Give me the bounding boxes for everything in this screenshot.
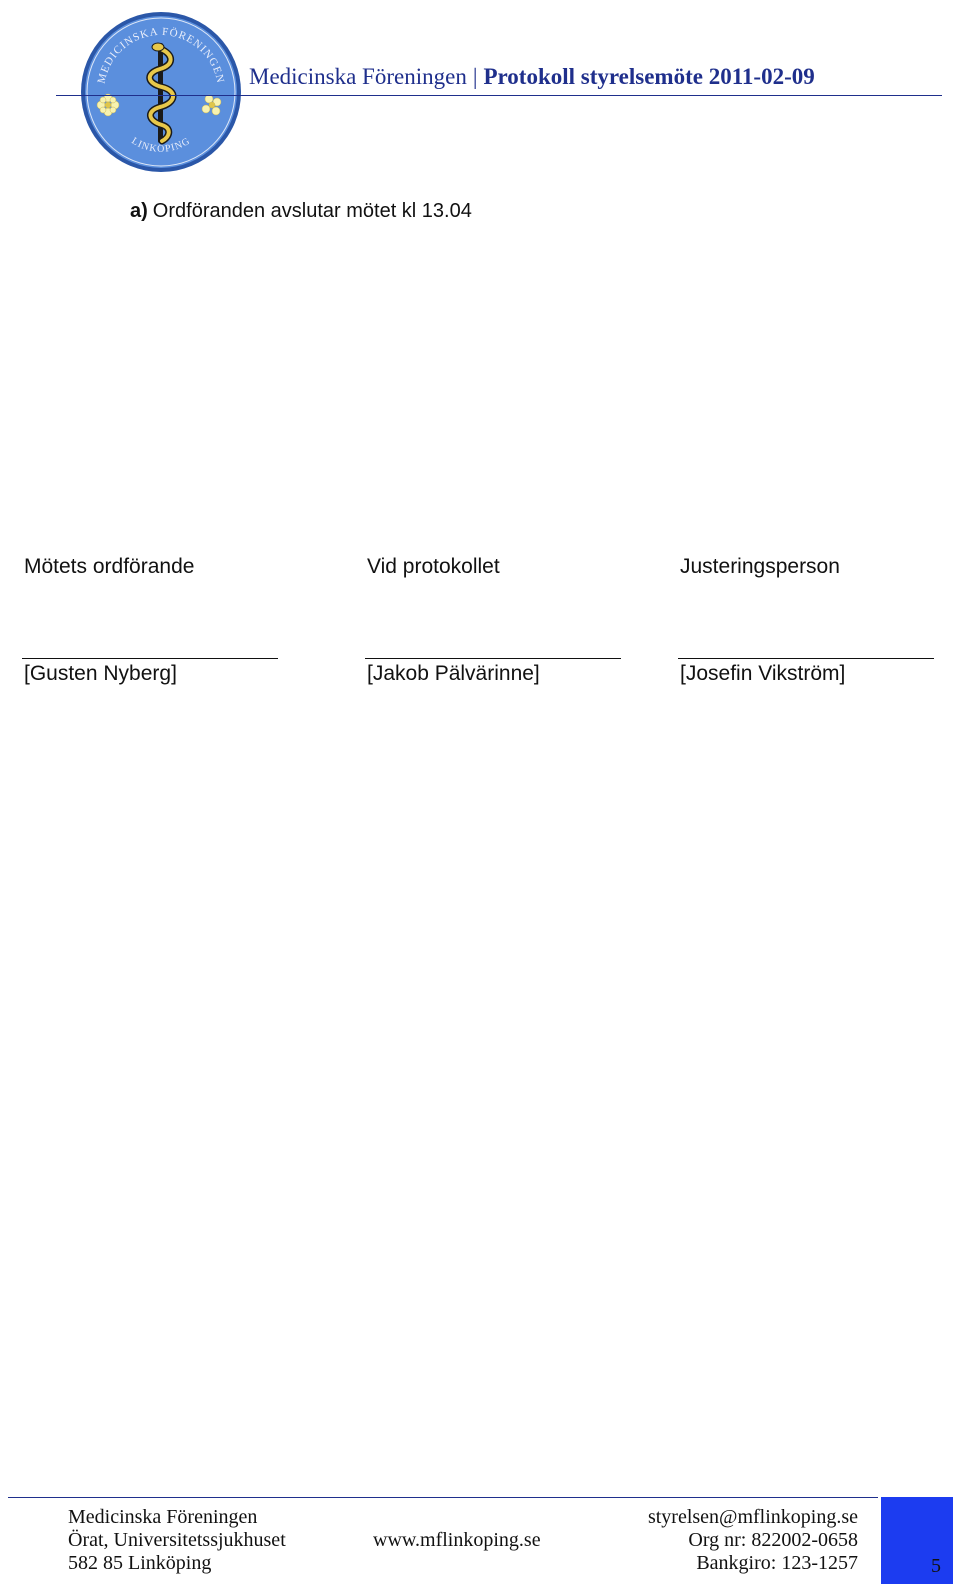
medicinska-foreningen-logo bbox=[78, 9, 244, 175]
svg-text:MEDICINSKA FÖRENINGEN: MEDICINSKA FÖRENINGEN bbox=[95, 25, 227, 85]
item-marker: a) bbox=[130, 200, 148, 222]
signature-line bbox=[678, 658, 934, 659]
signature-line bbox=[22, 658, 278, 659]
header-org-name: Medicinska Föreningen bbox=[249, 64, 467, 89]
footer-address: Örat, Universitetssjukhuset bbox=[68, 1529, 286, 1551]
footer-website-link[interactable]: www.mflinkoping.se bbox=[373, 1529, 541, 1551]
signature-role: Vid protokollet bbox=[367, 555, 500, 578]
signature-name: [Gusten Nyberg] bbox=[24, 662, 177, 685]
footer-email-link[interactable]: styrelsen@mflinkoping.se bbox=[647, 1506, 858, 1528]
footer-divider bbox=[8, 1497, 878, 1498]
signature-block-chair bbox=[24, 555, 284, 685]
header-divider bbox=[56, 95, 942, 96]
footer-bankgiro: Bankgiro: 123-1257 bbox=[696, 1552, 858, 1574]
header-title bbox=[249, 64, 815, 90]
footer-org-number: Org nr: 822002-0658 bbox=[688, 1529, 858, 1551]
signature-role: Mötets ordförande bbox=[24, 555, 195, 578]
signature-name: [Jakob Pälvärinne] bbox=[367, 662, 540, 685]
signature-block-adjuster bbox=[680, 555, 940, 685]
footer-city: 582 85 Linköping bbox=[68, 1552, 212, 1574]
document-title: Protokoll styrelsemöte 2011-02-09 bbox=[483, 64, 815, 89]
page-number-box bbox=[881, 1497, 953, 1584]
footer-org: Medicinska Föreningen bbox=[68, 1506, 258, 1528]
signature-name: [Josefin Vikström] bbox=[680, 662, 846, 685]
signature-role: Justeringsperson bbox=[680, 555, 840, 578]
page-number: 5 bbox=[931, 1555, 941, 1577]
item-text: Ordföranden avslutar mötet kl 13.04 bbox=[152, 200, 472, 222]
signature-line bbox=[365, 658, 621, 659]
svg-text:LINKÖPING: LINKÖPING bbox=[129, 135, 193, 155]
agenda-item-a bbox=[130, 200, 472, 223]
header-separator: | bbox=[472, 64, 478, 89]
signature-block-secretary bbox=[367, 555, 627, 685]
